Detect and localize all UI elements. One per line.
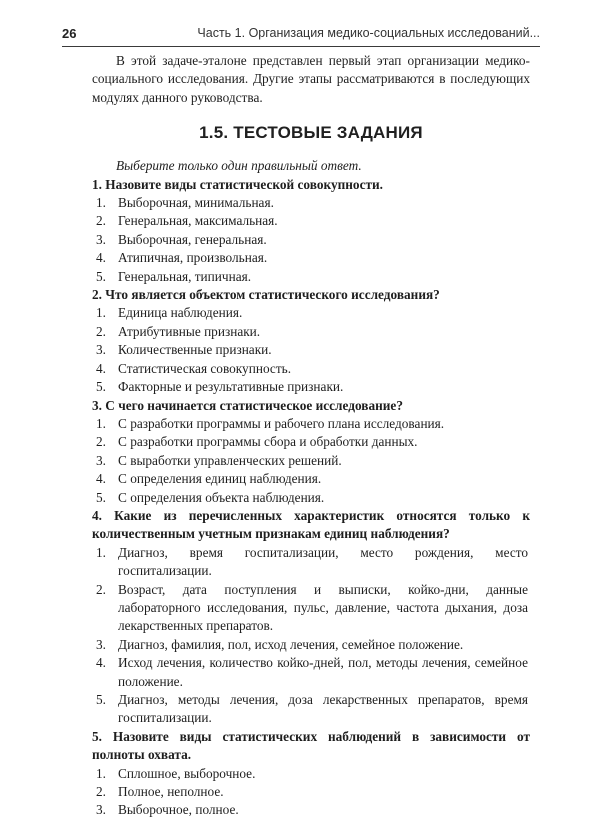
option-number: 1. xyxy=(96,765,106,781)
option-number: 5. xyxy=(96,379,106,395)
page-content xyxy=(92,52,530,820)
question-item xyxy=(92,286,530,396)
option-text: Сплошное, выборочное. xyxy=(118,765,256,781)
option-text: Количественные признаки. xyxy=(118,342,272,358)
option-number: 4. xyxy=(96,250,106,266)
answer-option xyxy=(92,249,530,267)
answer-option xyxy=(92,415,530,433)
option-text: Генеральная, типичная. xyxy=(118,268,252,284)
option-text: Единица наблюдения. xyxy=(118,305,243,321)
answer-option xyxy=(92,470,530,488)
answer-option xyxy=(92,783,530,801)
option-number: 3. xyxy=(96,231,106,247)
option-text: Выборочная, минимальная. xyxy=(118,195,274,211)
option-number: 3. xyxy=(96,452,106,468)
answer-options xyxy=(92,304,530,396)
answer-option xyxy=(92,231,530,249)
option-text: Выборочное, полное. xyxy=(118,802,239,818)
option-text: Диагноз, фамилия, пол, исход лечения, семейное положение. xyxy=(118,636,464,652)
option-text: С разработки программы сбора и обработки данных. xyxy=(118,434,418,450)
option-number: 2. xyxy=(96,434,106,450)
answer-option xyxy=(92,360,530,378)
option-text: С определения объекта наблюдения. xyxy=(118,489,325,505)
option-text: Факторные и результативные признаки. xyxy=(118,379,344,395)
option-number: 3. xyxy=(96,342,106,358)
answer-option xyxy=(92,544,530,581)
answer-options xyxy=(92,194,530,286)
answer-option xyxy=(92,636,530,654)
option-number: 1. xyxy=(96,305,106,321)
option-number: 3. xyxy=(96,636,106,652)
option-number: 5. xyxy=(96,692,106,707)
intro-paragraph: В этой задаче-эталоне представлен первый этап организации медико-социального исследования. Другие этапы рассматриваются в последующих модулях данного руководства. xyxy=(92,53,530,105)
option-number: 3. xyxy=(96,802,106,818)
option-text: Генеральная, максимальная. xyxy=(118,213,278,229)
option-number: 5. xyxy=(96,489,106,505)
option-number: 4. xyxy=(96,360,106,376)
answer-option xyxy=(92,433,530,451)
question-text: 1. Назовите виды статистической совокупности. xyxy=(92,176,383,192)
question-item xyxy=(92,176,530,286)
option-number: 2. xyxy=(96,213,106,229)
option-number: 1. xyxy=(96,415,106,431)
question-text: 2. Что является объектом статистического исследования? xyxy=(92,287,440,303)
option-number: 2. xyxy=(96,581,106,597)
option-number: 4. xyxy=(96,655,106,671)
question-list xyxy=(92,176,530,820)
question-item xyxy=(92,728,530,820)
answer-option xyxy=(92,304,530,322)
section-title: 1.5. ТЕСТОВЫЕ ЗАДАНИЯ xyxy=(199,123,423,143)
option-number: 4. xyxy=(96,471,106,487)
answer-option xyxy=(92,654,530,691)
answer-option xyxy=(92,765,530,783)
instruction-text: Выберите только один правильный ответ. xyxy=(116,158,362,174)
answer-options xyxy=(92,765,530,820)
option-number: 2. xyxy=(96,323,106,339)
answer-options xyxy=(92,544,530,728)
running-header xyxy=(62,26,540,47)
option-text: Возраст, дата поступления и выписки, койко-дни, данные лабораторного исследования, пульс, давление, частота дыхания, доза лекарственных препаратов. xyxy=(118,581,528,634)
option-text: Атипичная, произвольная. xyxy=(118,250,268,266)
answer-option xyxy=(92,801,530,819)
question-text: 3. С чего начинается статистическое исследование? xyxy=(92,397,403,413)
option-text: Полное, неполное. xyxy=(118,784,224,800)
answer-option xyxy=(92,581,530,636)
option-number: 1. xyxy=(96,195,106,211)
answer-options xyxy=(92,415,530,507)
question-item xyxy=(92,397,530,507)
answer-option xyxy=(92,268,530,286)
option-text: Статистическая совокупность. xyxy=(118,360,292,376)
question-text: 4. Какие из перечисленных характеристик относятся только к количественным учетным признакам единиц наблюдения? xyxy=(92,507,530,542)
option-text: Исход лечения, количество койко-дней, пол, методы лечения, семейное положение. xyxy=(118,655,528,689)
option-text: С определения единиц наблюдения. xyxy=(118,471,322,487)
option-number: 5. xyxy=(96,268,106,284)
running-title: Часть 1. Организация медико-социальных исследований... xyxy=(197,26,540,40)
question-text: 5. Назовите виды статистических наблюдений в зависимости от полноты охвата. xyxy=(92,728,530,763)
question-item xyxy=(92,507,530,728)
answer-option xyxy=(92,691,530,728)
answer-option xyxy=(92,341,530,359)
answer-option xyxy=(92,212,530,230)
answer-option xyxy=(92,323,530,341)
option-text: С выработки управленческих решений. xyxy=(118,452,342,468)
answer-option xyxy=(92,489,530,507)
option-text: Выборочная, генеральная. xyxy=(118,231,267,247)
answer-option xyxy=(92,378,530,396)
option-text: Диагноз, методы лечения, доза лекарственных препаратов, время госпитализации. xyxy=(118,692,528,726)
answer-option xyxy=(92,194,530,212)
option-text: Атрибутивные признаки. xyxy=(118,323,261,339)
page-number: 26 xyxy=(62,26,77,41)
answer-option xyxy=(92,452,530,470)
option-number: 2. xyxy=(96,784,106,800)
option-number: 1. xyxy=(96,544,106,560)
option-text: Диагноз, время госпитализации, место рождения, место госпитализации. xyxy=(118,544,528,579)
option-text: С разработки программы и рабочего плана исследования. xyxy=(118,415,445,431)
